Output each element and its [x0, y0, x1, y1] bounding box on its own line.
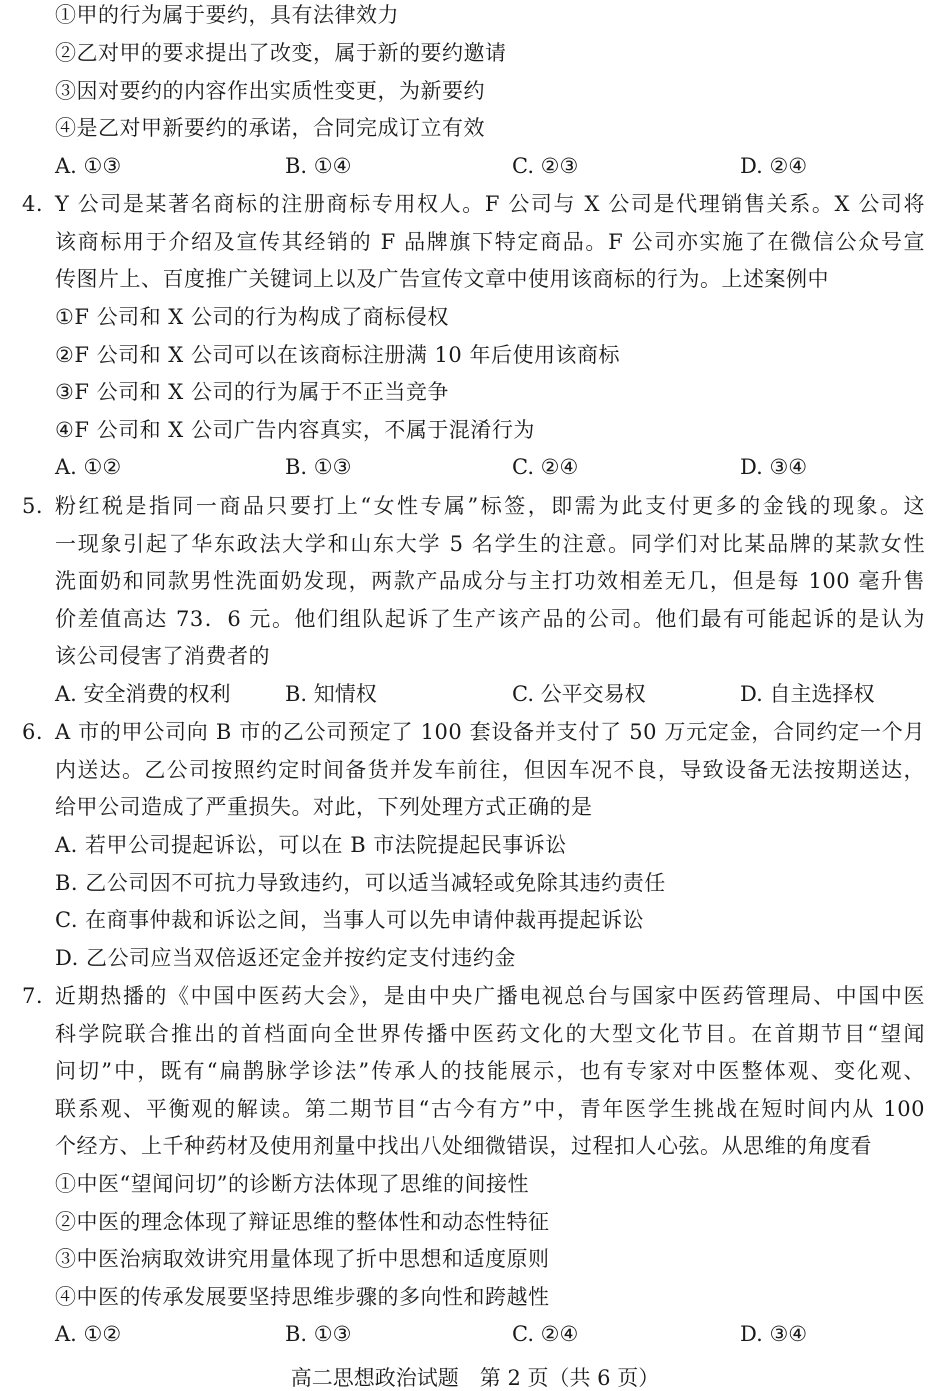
q4-statement-4: ④F 公司和 X 公司广告内容真实，不属于混淆行为 — [55, 418, 535, 442]
q6-option-b: B. 乙公司因不可抗力导致违约，可以适当减轻或免除其违约责任 — [55, 871, 666, 895]
q5-stem-line-1: 粉红税是指同一商品只要打上“女性专属”标签，即需为此支付更多的金钱的现象。这 — [55, 494, 925, 518]
q3-statement-3: ③因对要约的内容作出实质性变更，为新要约 — [55, 79, 485, 103]
q7-stem-line-2: 科学院联合推出的首档面向全世界传播中医药文化的大型文化节目。在首期节目“望闻 — [55, 1022, 925, 1046]
q5-option-d: D. 自主选择权 — [740, 682, 875, 706]
q7-stem-line-5: 个经方、上千种药材及使用剂量中找出八处细微错误，过程扣人心弦。从思维的角度看 — [55, 1134, 872, 1158]
page-footer: 高二思想政治试题 第 2 页（共 6 页） — [290, 1366, 660, 1390]
q4-statement-1: ①F 公司和 X 公司的行为构成了商标侵权 — [55, 305, 449, 329]
q7-statement-2: ②中医的理念体现了辩证思维的整体性和动态性特征 — [55, 1210, 550, 1234]
q4-option-d: D. ③④ — [740, 455, 808, 479]
q5-option-a: A. 安全消费的权利 — [55, 682, 231, 706]
q6-option-c: C. 在商事仲裁和诉讼之间，当事人可以先申请仲裁再提起诉讼 — [55, 908, 645, 932]
q4-number: 4. — [22, 192, 44, 216]
q3-option-a: A. ①③ — [55, 154, 122, 178]
q4-stem-line-2: 该商标用于介绍及宣传其经销的 F 品牌旗下特定商品。F 公司亦实施了在微信公众号宣 — [55, 230, 925, 254]
q5-option-c: C. 公平交易权 — [512, 682, 646, 706]
q4-stem-line-3: 传图片上、百度推广关键词上以及广告宣传文章中使用该商标的行为。上述案例中 — [55, 267, 829, 291]
q4-option-b: B. ①③ — [285, 455, 352, 479]
q7-number: 7. — [22, 984, 44, 1008]
q4-option-a: A. ①② — [55, 455, 122, 479]
q6-stem-line-2: 内送达。乙公司按照约定时间备货并发车前往，但因车况不良，导致设备无法按期送达， — [55, 758, 925, 782]
q7-option-b: B. ①③ — [285, 1322, 352, 1346]
q7-stem-line-4: 联系观、平衡观的解读。第二期节目“古今有方”中，青年医学生挑战在短时间内从 100 — [55, 1097, 925, 1121]
q4-statement-3: ③F 公司和 X 公司的行为属于不正当竞争 — [55, 380, 449, 404]
q4-stem-line-1: Y 公司是某著名商标的注册商标专用权人。F 公司与 X 公司是代理销售关系。X 公司将 — [55, 192, 925, 216]
q7-option-d: D. ③④ — [740, 1322, 808, 1346]
q6-option-a: A. 若甲公司提起诉讼，可以在 B 市法院提起民事诉讼 — [55, 833, 567, 857]
q7-option-c: C. ②④ — [512, 1322, 579, 1346]
q7-stem-line-1: 近期热播的《中国中医药大会》，是由中央广播电视总台与国家中医药管理局、中国中医 — [55, 984, 925, 1008]
q5-option-b: B. 知情权 — [285, 682, 377, 706]
q4-statement-2: ②F 公司和 X 公司可以在该商标注册满 10 年后使用该商标 — [55, 343, 620, 367]
q7-statement-1: ①中医“望闻问切”的诊断方法体现了思维的间接性 — [55, 1172, 529, 1196]
q5-number: 5. — [22, 494, 44, 518]
q4-option-c: C. ②④ — [512, 455, 579, 479]
q6-option-d: D. 乙公司应当双倍返还定金并按约定支付违约金 — [55, 946, 516, 970]
q3-option-d: D. ②④ — [740, 154, 808, 178]
q7-stem-line-3: 问切”中，既有“扁鹊脉学诊法”传承人的技能展示，也有专家对中医整体观、变化观、 — [55, 1059, 925, 1083]
q3-statement-1: ①甲的行为属于要约，具有法律效力 — [55, 3, 399, 27]
q3-option-c: C. ②③ — [512, 154, 579, 178]
q7-option-a: A. ①② — [55, 1322, 122, 1346]
q3-statement-4: ④是乙对甲新要约的承诺，合同完成订立有效 — [55, 116, 485, 140]
q6-number: 6. — [22, 720, 44, 744]
q7-statement-4: ④中医的传承发展要坚持思维步骤的多向性和跨越性 — [55, 1285, 550, 1309]
q5-stem-line-5: 该公司侵害了消费者的 — [55, 644, 270, 668]
q6-stem-line-3: 给甲公司造成了严重损失。对此，下列处理方式正确的是 — [55, 795, 593, 819]
q7-statement-3: ③中医治病取效讲究用量体现了折中思想和适度原则 — [55, 1247, 550, 1271]
q6-stem-line-1: A 市的甲公司向 B 市的乙公司预定了 100 套设备并支付了 50 万元定金，合同约定一个月 — [55, 720, 925, 744]
q5-stem-line-2: 一现象引起了华东政法大学和山东大学 5 名学生的注意。同学们对比某品牌的某款女性 — [55, 532, 925, 556]
q5-stem-line-3: 洗面奶和同款男性洗面奶发现，两款产品成分与主打功效相差无几，但是每 100 毫升售 — [55, 569, 925, 593]
q5-stem-line-4: 价差值高达 73．6 元。他们组队起诉了生产该产品的公司。他们最有可能起诉的是认为 — [55, 607, 925, 631]
q3-statement-2: ②乙对甲的要求提出了改变，属于新的要约邀请 — [55, 41, 507, 65]
q3-option-b: B. ①④ — [285, 154, 352, 178]
